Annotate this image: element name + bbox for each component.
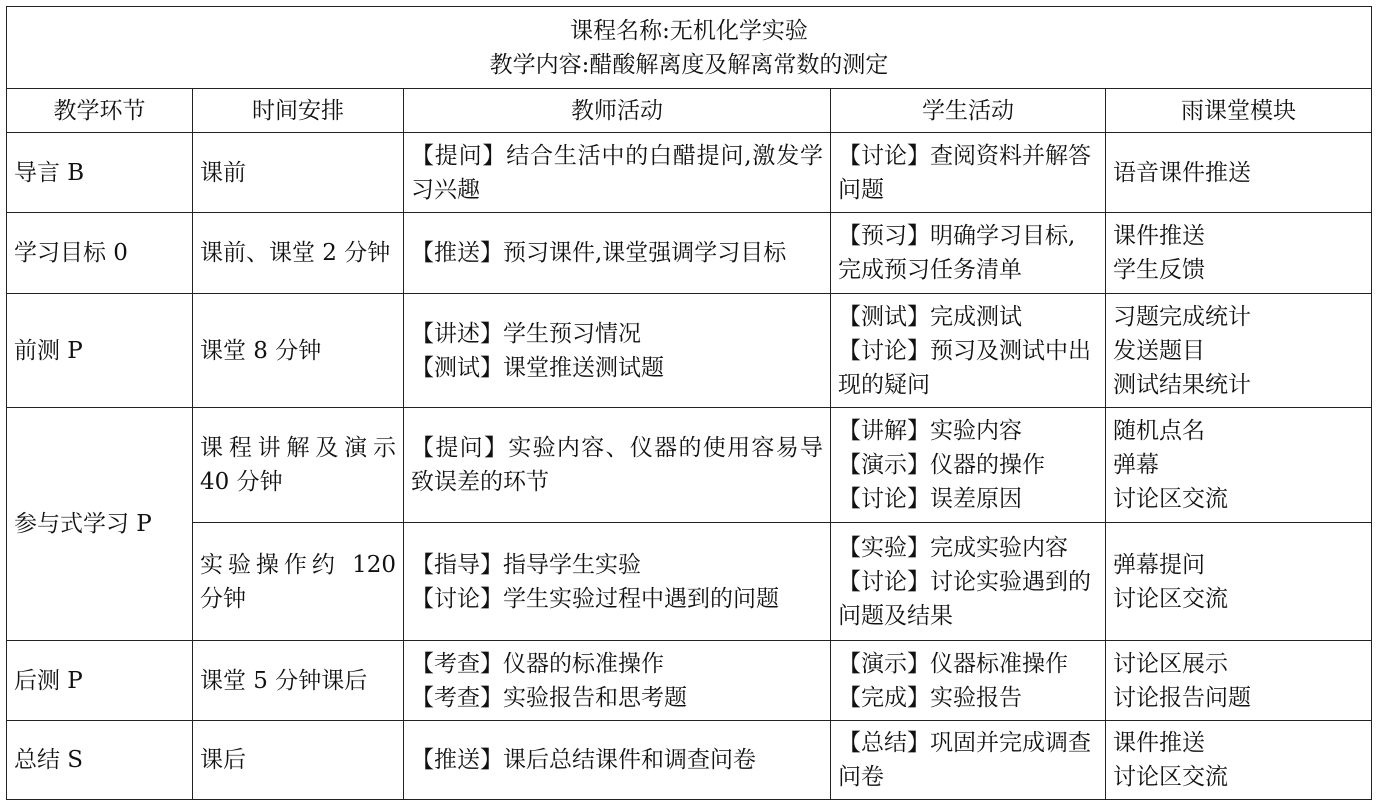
student-activity-cell bbox=[831, 641, 1106, 721]
module-item: 弹幕 bbox=[1113, 452, 1159, 478]
module-item: 学生反馈 bbox=[1113, 257, 1205, 283]
teacher-activity-cell bbox=[404, 213, 831, 294]
module-item: 测试结果统计 bbox=[1113, 371, 1251, 398]
module-cell bbox=[1106, 523, 1372, 641]
teacher-activity: 【提问】实验内容、仪器的使用容易导致误差的环节 bbox=[411, 435, 823, 495]
module-item: 课件推送 bbox=[1113, 730, 1205, 756]
time-cell: 课后 bbox=[193, 721, 404, 800]
teacher-activity-cell bbox=[404, 721, 831, 800]
module-cell bbox=[1106, 408, 1372, 523]
module-item: 讨论报告问题 bbox=[1113, 684, 1251, 711]
table-row bbox=[7, 133, 1372, 213]
module-item: 讨论区交流 bbox=[1113, 585, 1228, 612]
stage-cell: 学习目标 0 bbox=[7, 213, 193, 294]
student-activity: 【演示】仪器的操作 bbox=[838, 452, 1045, 478]
header-time: 时间安排 bbox=[193, 89, 404, 133]
time-text: 课程讲解及演示 40 分钟 bbox=[200, 435, 396, 495]
stage-cell: 前测 P bbox=[7, 294, 193, 408]
stage-cell: 导言 B bbox=[7, 133, 193, 213]
module-item: 讨论区交流 bbox=[1113, 764, 1228, 790]
student-activity-cell bbox=[831, 721, 1106, 800]
module-cell bbox=[1106, 213, 1372, 294]
teacher-activity: 【提问】结合生活中的白醋提问,激发学习兴趣 bbox=[411, 142, 823, 203]
time-cell: 课前、课堂 2 分钟 bbox=[193, 213, 404, 294]
module-cell bbox=[1106, 294, 1372, 408]
stage-cell: 总结 S bbox=[7, 721, 193, 800]
time-cell bbox=[193, 408, 404, 523]
header-stage: 教学环节 bbox=[7, 89, 193, 133]
table-row bbox=[7, 523, 1372, 641]
module-cell bbox=[1106, 133, 1372, 213]
module-cell bbox=[1106, 721, 1372, 800]
module-item: 讨论区展示 bbox=[1113, 650, 1228, 677]
stage-cell: 后测 P bbox=[7, 641, 193, 721]
student-activity-cell bbox=[831, 523, 1106, 641]
header-teacher-activity: 教师活动 bbox=[404, 89, 831, 133]
student-activity: 【讨论】讨论实验遇到的问题及结果 bbox=[838, 568, 1091, 629]
module-item: 语音课件推送 bbox=[1113, 159, 1251, 186]
student-activity: 【讨论】误差原因 bbox=[838, 486, 1022, 512]
teacher-activity: 【推送】预习课件,课堂强调学习目标 bbox=[411, 240, 787, 266]
header-rain-classroom-module: 雨课堂模块 bbox=[1106, 89, 1372, 133]
table-row bbox=[7, 641, 1372, 721]
student-activity: 【预习】明确学习目标,完成预习任务清单 bbox=[838, 223, 1076, 283]
time-cell: 课堂 5 分钟课后 bbox=[193, 641, 404, 721]
module-item: 习题完成统计 bbox=[1113, 303, 1251, 330]
module-item: 弹幕提问 bbox=[1113, 551, 1205, 578]
header-student-activity: 学生活动 bbox=[831, 89, 1106, 133]
teacher-activity: 【讨论】学生实验过程中遇到的问题 bbox=[411, 585, 779, 612]
student-activity-cell bbox=[831, 294, 1106, 408]
student-activity-cell bbox=[831, 133, 1106, 213]
teacher-activity-cell bbox=[404, 641, 831, 721]
teacher-activity: 【考查】实验报告和思考题 bbox=[411, 684, 687, 711]
teacher-activity: 【测试】课堂推送测试题 bbox=[411, 354, 664, 381]
teacher-activity-cell bbox=[404, 133, 831, 213]
module-item: 讨论区交流 bbox=[1113, 486, 1228, 512]
stage-cell: 参与式学习 P bbox=[7, 408, 193, 641]
time-cell bbox=[193, 523, 404, 641]
teacher-activity: 【指导】指导学生实验 bbox=[411, 551, 641, 578]
teaching-content: 教学内容:醋酸解离度及解离常数的测定 bbox=[489, 51, 889, 78]
teacher-activity-cell bbox=[404, 294, 831, 408]
student-activity-cell bbox=[831, 408, 1106, 523]
student-activity: 【测试】完成测试 bbox=[838, 303, 1022, 330]
teacher-activity-cell bbox=[404, 408, 831, 523]
header-row bbox=[7, 89, 1372, 133]
teacher-activity: 【考查】仪器的标准操作 bbox=[411, 650, 664, 677]
module-item: 发送题目 bbox=[1113, 337, 1205, 364]
teacher-activity: 【讲述】学生预习情况 bbox=[411, 320, 641, 347]
time-cell: 课前 bbox=[193, 133, 404, 213]
student-activity: 【总结】巩固并完成调查问卷 bbox=[838, 730, 1091, 790]
table-row bbox=[7, 294, 1372, 408]
student-activity: 【讨论】查阅资料并解答问题 bbox=[838, 142, 1091, 203]
table-row bbox=[7, 721, 1372, 800]
student-activity: 【讲解】实验内容 bbox=[838, 418, 1022, 444]
table-title bbox=[7, 7, 1372, 89]
teacher-activity-cell bbox=[404, 523, 831, 641]
student-activity: 【完成】实验报告 bbox=[838, 684, 1022, 711]
course-name: 课程名称:无机化学实验 bbox=[570, 17, 808, 44]
module-item: 课件推送 bbox=[1113, 223, 1205, 249]
teacher-activity: 【推送】课后总结课件和调查问卷 bbox=[411, 747, 756, 773]
time-cell: 课堂 8 分钟 bbox=[193, 294, 404, 408]
module-cell bbox=[1106, 641, 1372, 721]
student-activity: 【讨论】预习及测试中出现的疑问 bbox=[838, 337, 1091, 398]
time-text: 实验操作约 120 分钟 bbox=[200, 551, 396, 612]
module-item: 随机点名 bbox=[1113, 418, 1205, 444]
lesson-plan-table bbox=[6, 6, 1372, 800]
student-activity: 【演示】仪器标准操作 bbox=[838, 650, 1068, 677]
title-row bbox=[7, 7, 1372, 89]
student-activity: 【实验】完成实验内容 bbox=[838, 534, 1068, 561]
table-row bbox=[7, 213, 1372, 294]
table-row bbox=[7, 408, 1372, 523]
student-activity-cell bbox=[831, 213, 1106, 294]
